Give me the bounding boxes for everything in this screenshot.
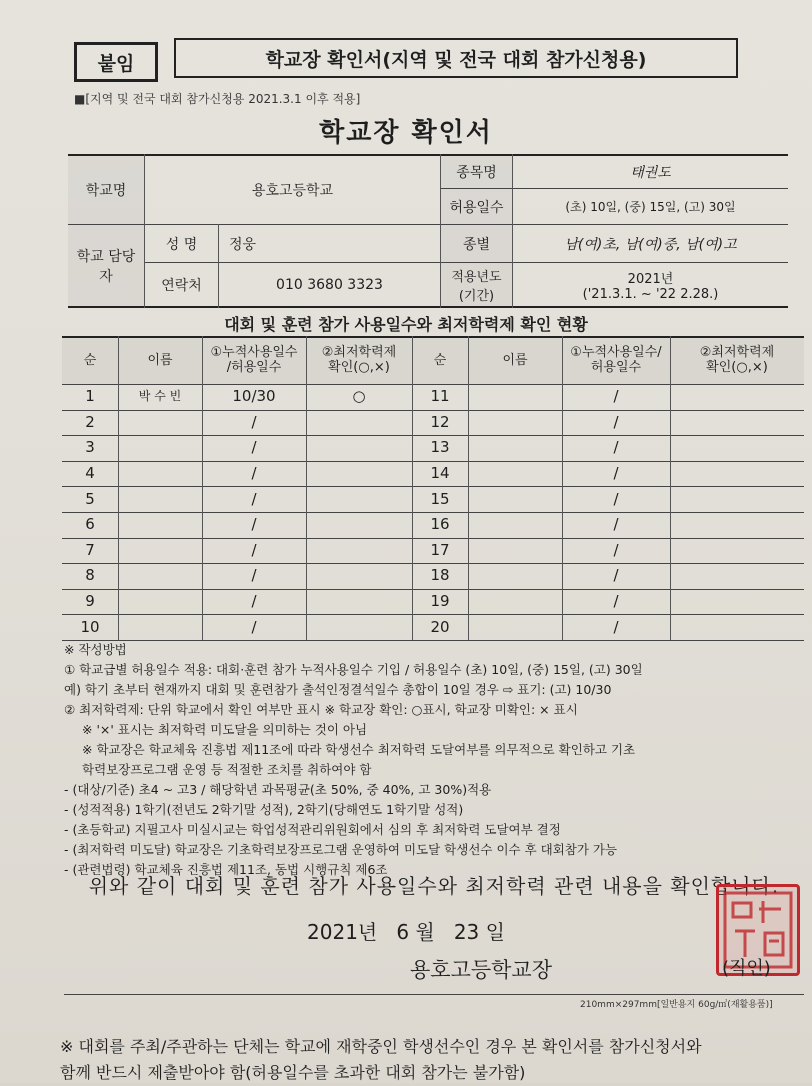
instruction-line: ※ '×' 표시는 최저학력 미도달을 의미하는 것이 아님 <box>82 722 368 737</box>
table-cell-name <box>118 614 202 640</box>
table-cell-acad <box>306 614 412 640</box>
table-rule <box>412 336 413 640</box>
table-cell-right-acad <box>670 512 804 538</box>
header-days-line1: ①누적사용일수 <box>210 345 298 361</box>
instruction-line: - (초등학교) 지필고사 미실시교는 학업성적관리위원회에서 심의 후 최저학력 도달여부 결정 <box>64 822 561 837</box>
table-cell-right-no: 19 <box>430 591 450 610</box>
table-cell-no: 9 <box>85 591 95 610</box>
event-value: 태권도 <box>630 165 671 181</box>
instruction-line: ※ 학교장은 학교체육 진흥법 제11조에 따라 학생선수 최저학력 도달여부를 의무적으로 확인하고 기초 <box>82 742 636 757</box>
table-cell-no: 2 <box>85 412 95 431</box>
table-cell-right-days: / <box>613 438 619 457</box>
table-cell-right-name <box>468 486 562 512</box>
header-days <box>202 338 306 384</box>
table-cell-no: 1 <box>85 387 95 406</box>
footer-divider <box>64 994 804 995</box>
table-rule <box>670 336 671 640</box>
paper-spec: 210mm×297mm[일반용지 60g/㎡(재활용품)] <box>580 1000 773 1010</box>
table-rule <box>306 336 307 640</box>
table-cell-right-name <box>468 563 562 589</box>
period-range: ('21.3.1. ~ '22 2.28.) <box>582 286 719 302</box>
table-cell-right-no: 20 <box>430 617 450 636</box>
table-rule <box>468 336 469 640</box>
table-cell-right-name <box>468 461 562 487</box>
table-cell-no: 8 <box>85 566 95 585</box>
contact-label: 연락처 <box>161 277 202 294</box>
table-cell-right-days: / <box>613 412 619 431</box>
table-cell-right-acad <box>670 538 804 564</box>
table-cell-name <box>118 486 202 512</box>
table-cell-right-no: 17 <box>430 540 450 559</box>
table-cell-name <box>118 512 202 538</box>
gender-value: 남(여)초, 남(여)중, 남(여)고 <box>564 236 737 253</box>
header-no: 순 <box>62 338 118 384</box>
instruction-line: - (대상/기준) 초4 ~ 고3 / 해당학년 과목평균(초 50%, 중 40%, 고 30%)적용 <box>64 782 492 797</box>
table-cell-right-name <box>468 512 562 538</box>
table-cell-acad <box>306 435 412 461</box>
date-day-unit: 일 <box>485 920 505 944</box>
header-acad-right-line2: 확인(○,×) <box>706 360 768 375</box>
table-cell-acad: ○ <box>352 387 366 406</box>
footer-note-line-2: 함께 반드시 제출받아야 함(허용일수를 초과한 대회 참가는 불가함) <box>60 1063 526 1082</box>
table-cell-days: / <box>251 617 257 636</box>
event-label: 종목명 <box>441 156 512 188</box>
table-cell-no: 7 <box>85 540 95 559</box>
header-days-right-line1: ①누적사용일수/ <box>570 345 662 361</box>
table-cell-no: 4 <box>85 463 95 482</box>
table-cell-right-acad <box>670 614 804 640</box>
header-acad-right <box>670 338 804 384</box>
table-cell-right-acad <box>670 563 804 589</box>
table-cell-acad <box>306 461 412 487</box>
allowed-days-label: 허용일수 <box>441 189 512 224</box>
footer-note <box>60 1034 810 1086</box>
header-acad-line2: 확인(○,×) <box>328 360 390 375</box>
table-rule <box>202 336 203 640</box>
table-cell-right-no: 14 <box>430 463 450 482</box>
name-value: 정웅 <box>229 236 257 253</box>
header-days-right-line2: 허용일수 <box>590 360 642 375</box>
table-cell-days: / <box>251 489 257 508</box>
table-cell-no: 10 <box>80 617 100 636</box>
table-cell-right-acad <box>670 410 804 436</box>
gender-label: 종별 <box>441 225 512 262</box>
school-label: 학교명 <box>68 156 144 224</box>
table-cell-days: / <box>251 540 257 559</box>
table-cell-days: / <box>251 591 257 610</box>
table-cell-acad <box>306 563 412 589</box>
date-month-unit: 월 <box>415 920 435 944</box>
table-cell-right-acad <box>670 384 804 410</box>
writing-instructions <box>64 640 804 880</box>
table-cell-acad <box>306 486 412 512</box>
table-cell-right-name <box>468 538 562 564</box>
table-cell-right-days: / <box>613 489 619 508</box>
table-cell-right-no: 13 <box>430 438 450 457</box>
instruction-line: - (최저학력 미도달) 학교장은 기초학력보장프로그램 운영하여 미도달 학생선수 이수 후 대회참가 가능 <box>64 842 618 857</box>
applies-note: ■[지역 및 전국 대회 참가신청용 2021.3.1 이후 적용] <box>74 92 361 106</box>
table-cell-right-name <box>468 384 562 410</box>
table-cell-days: / <box>251 566 257 585</box>
period-year: 2021년 <box>627 271 674 287</box>
footer-note-line-1: ※ 대회를 주최/주관하는 단체는 학교에 재학중인 학생선수인 경우 본 확인서를 참가신청서와 <box>60 1037 702 1056</box>
table-cell-no: 5 <box>85 489 95 508</box>
table-rule <box>562 336 563 640</box>
attachment-label: 붙임 <box>74 42 158 82</box>
confirmation-statement: 위와 같이 대회 및 훈련 참가 사용일수와 최저학력 관련 내용을 확인합니다. <box>88 874 780 898</box>
instruction-line: - (관련법령) 학교체육 진흥법 제11조, 동법 시행규칙 제6조 <box>64 862 388 877</box>
table-cell-right-no: 16 <box>430 515 450 534</box>
table-cell-right-days: / <box>613 591 619 610</box>
table-cell-no: 6 <box>85 515 95 534</box>
instruction-line: 예) 학기 초부터 현재까지 대회 및 훈련참가 출석인정결석일수 총합이 10일 경우 ⇨ 표기: (고) 10/30 <box>64 682 612 697</box>
usage-section-title: 대회 및 훈련 참가 사용일수와 최저학력제 확인 현황 <box>224 315 588 334</box>
table-cell-right-days: / <box>613 463 619 482</box>
name-label: 성 명 <box>165 236 198 253</box>
table-cell-right-days: / <box>613 387 619 406</box>
table-cell-acad <box>306 512 412 538</box>
period-label: 적용년도 (기간) <box>441 263 512 306</box>
seal-label: (직인) <box>722 958 771 979</box>
document-title: 학교장 확인서 <box>319 118 493 148</box>
table-cell-acad <box>306 589 412 615</box>
instruction-line: ※ 작성방법 <box>64 642 127 657</box>
table-cell-right-days: / <box>613 617 619 636</box>
date-month: 6 <box>396 920 410 944</box>
header-name-right: 이름 <box>468 338 562 384</box>
table-cell-right-acad <box>670 486 804 512</box>
header-acad <box>306 338 412 384</box>
table-cell-name <box>118 410 202 436</box>
header-acad-right-line1: ②최저학력제 <box>699 345 775 361</box>
header-acad-line1: ②최저학력제 <box>321 345 397 361</box>
table-cell-name <box>118 435 202 461</box>
table-cell-name <box>118 461 202 487</box>
period-value <box>513 263 788 306</box>
table-cell-name <box>118 563 202 589</box>
school-info-table <box>68 154 788 308</box>
instruction-line: - (성적적용) 1학기(전년도 2학기말 성적), 2학기(당해연도 1학기말 성적) <box>64 802 464 817</box>
table-cell-name <box>118 589 202 615</box>
table-cell-right-no: 15 <box>430 489 450 508</box>
table-cell-right-no: 12 <box>430 412 450 431</box>
table-cell-right-acad <box>670 461 804 487</box>
table-cell-right-days: / <box>613 515 619 534</box>
table-cell-right-name <box>468 614 562 640</box>
usage-table <box>62 336 804 636</box>
allowed-days-value: (초) 10일, (중) 15일, (고) 30일 <box>565 200 736 214</box>
table-cell-name <box>118 538 202 564</box>
table-cell-days: / <box>251 515 257 534</box>
table-cell-right-no: 11 <box>430 387 450 406</box>
instruction-line: ① 학교급별 허용일수 적용: 대회·훈련 참가 누적사용일수 기입 / 허용일수 (초) 10일, (중) 15일, (고) 30일 <box>64 662 643 677</box>
instruction-line: ② 최저학력제: 단위 학교에서 확인 여부만 표시 ※ 학교장 확인: ○표시, 학교장 미확인: × 표시 <box>64 702 578 717</box>
table-rule <box>118 336 119 640</box>
principal-signature: 용호고등학교장 <box>410 958 553 982</box>
table-cell-right-name <box>468 589 562 615</box>
table-cell-right-name <box>468 410 562 436</box>
header-name: 이름 <box>118 338 202 384</box>
manager-label: 학교 담당자 <box>68 225 144 306</box>
date-year: 2021년 <box>307 920 378 944</box>
table-cell-days: / <box>251 463 257 482</box>
table-cell-no: 3 <box>85 438 95 457</box>
table-cell-acad <box>306 410 412 436</box>
header-no-right: 순 <box>412 338 468 384</box>
contact-value: 010 3680 3323 <box>276 276 383 293</box>
table-cell-right-acad <box>670 589 804 615</box>
date-day: 23 <box>453 920 480 944</box>
issue-date <box>0 916 812 945</box>
school-name: 용호고등학교 <box>251 183 334 199</box>
table-cell-right-no: 18 <box>430 566 450 585</box>
table-cell-right-acad <box>670 435 804 461</box>
instruction-line: 학력보장프로그램 운영 등 적절한 조치를 취하여야 함 <box>82 762 372 777</box>
table-cell-days: / <box>251 438 257 457</box>
table-cell-days: 10/30 <box>232 387 276 406</box>
table-cell-right-name <box>468 435 562 461</box>
table-cell-name: 박 수 빈 <box>138 388 182 403</box>
table-cell-acad <box>306 538 412 564</box>
form-header <box>74 34 744 86</box>
header-days-right <box>562 338 670 384</box>
header-days-line2: /허용일수 <box>226 360 282 375</box>
table-cell-right-days: / <box>613 540 619 559</box>
form-title: 학교장 확인서(지역 및 전국 대회 참가신청용) <box>174 38 738 78</box>
table-cell-days: / <box>251 412 257 431</box>
table-cell-right-days: / <box>613 566 619 585</box>
